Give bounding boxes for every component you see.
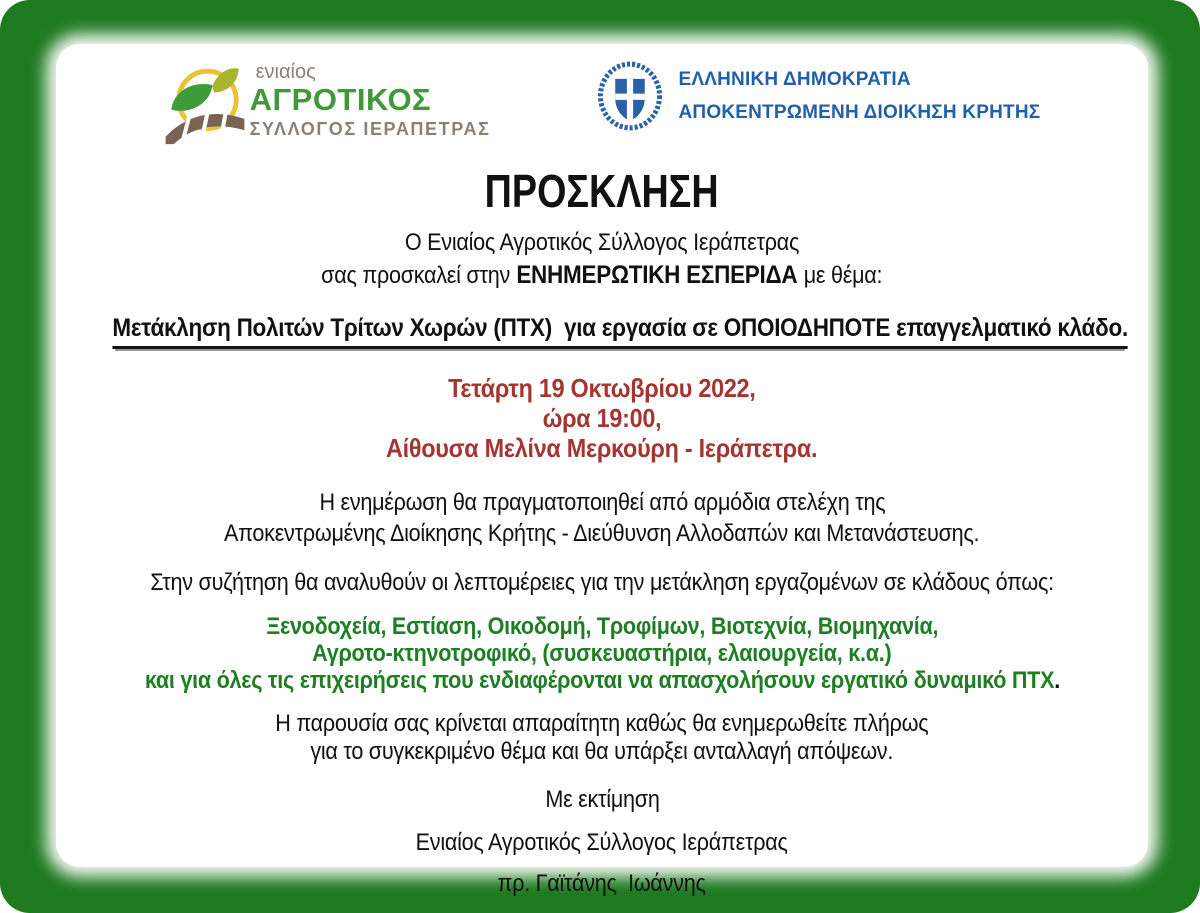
intro-line2-emphasis: ΕΝΗΜΕΡΩΤΙΚΗ ΕΣΠΕΡΙΔΑ — [516, 261, 798, 289]
event-details — [56, 373, 1148, 463]
farmers-association-logo — [164, 60, 491, 148]
subject-heading — [56, 314, 1148, 349]
logo-name: ΑΓΡΟΤΙΚΟΣ — [249, 82, 432, 117]
intro-line1: Ο Ενιαίος Αγροτικός Σύλλογος Ιεράπετρας — [404, 229, 800, 256]
intro-line2-post: με θέμα: — [804, 262, 883, 289]
discussion-intro — [56, 569, 1148, 597]
sectors-line2: Αγροτο-κτηνοτροφικό, (συσκευαστήρια, ελαιουργεία, κ.α.) — [312, 640, 892, 667]
closing-organization: Ενιαίος Αγροτικός Σύλλογος Ιεράπετρας — [416, 829, 788, 856]
attendance-paragraph — [56, 710, 1148, 766]
sectors-list — [56, 613, 1148, 694]
sun-leaves-plowed-field-icon — [164, 60, 246, 148]
attendance-line2: για το συγκεκριμένο θέμα και θα υπάρξει ανταλλαγή απόψεων. — [310, 738, 894, 765]
subject-heading-text: Μετάκληση Πολιτών Τρίτων Χωρών (ΠΤΧ) για εργασία σε ΟΠΟΙΟΔΗΠΟΤΕ επαγγελματικό κλάδο. — [112, 314, 1128, 349]
logo-small-word: ενιαίος — [255, 61, 316, 83]
event-venue: Αίθουσα Μελίνα Μερκούρη - Ιεράπετρα. — [386, 433, 818, 463]
page-title — [56, 164, 1148, 218]
government-line2: ΑΠΟΚΕΝΤΡΩΜΕΝΗ ΔΙΟΙΚΗΣΗ ΚΡΗΤΗΣ — [678, 102, 1041, 123]
info-line2: Αποκεντρωμένης Διοίκησης Κρήτης - Διεύθυνση Αλλοδαπών και Μετανάστευσης. — [224, 520, 980, 547]
attendance-line1: Η παρουσία σας κρίνεται απαραίτητη καθώς θα ενημερωθείτε πλήρως — [275, 710, 929, 737]
hellenic-republic-logo-text — [679, 70, 1041, 122]
logo-subtitle: ΣΥΛΛΟΓΟΣ ΙΕΡΑΠΕΤΡΑΣ — [249, 119, 491, 139]
farmers-association-logo-text — [250, 60, 491, 138]
closing-regards: Με εκτίμηση — [544, 786, 660, 813]
info-paragraph — [56, 487, 1148, 549]
sectors-line3-period: . — [1053, 667, 1060, 694]
event-time: ώρα 19:00, — [542, 403, 662, 433]
page-title-text: ΠΡΟΣΚΛΗΣΗ — [485, 165, 719, 217]
hellenic-republic-emblem-icon — [595, 60, 665, 132]
hellenic-republic-logo — [595, 60, 1041, 132]
header — [56, 60, 1148, 148]
sectors-line3: και για όλες τις επιχειρήσεις που ενδιαφέρονται να απασχολήσουν εργατικό δυναμικό ΠΤΧ. — [144, 667, 1060, 694]
government-line1: ΕΛΛΗΝΙΚΗ ΔΗΜΟΚΡΑΤΙΑ — [678, 69, 911, 90]
info-line1: Η ενημέρωση θα πραγματοποιηθεί από αρμόδια στελέχη της — [319, 489, 885, 516]
intro-paragraph — [56, 226, 1148, 292]
sectors-line1: Ξενοδοχεία, Εστίαση, Οικοδομή, Τροφίμων, Βιοτεχνία, Βιομηχανία, — [266, 613, 938, 640]
intro-line2 — [56, 259, 1148, 292]
poster-canvas — [56, 44, 1148, 897]
closing-president: πρ. Γαϊτάνης Ιωάννης — [497, 870, 707, 897]
event-date: Τετάρτη 19 Οκτωβρίου 2022, — [448, 373, 756, 403]
intro-line2-pre: σας προσκαλεί στην — [321, 262, 511, 289]
discussion-intro-text: Στην συζήτηση θα αναλυθούν οι λεπτομέρειες για την μετάκληση εργαζομένων σε κλάδους όπως: — [150, 569, 1054, 596]
